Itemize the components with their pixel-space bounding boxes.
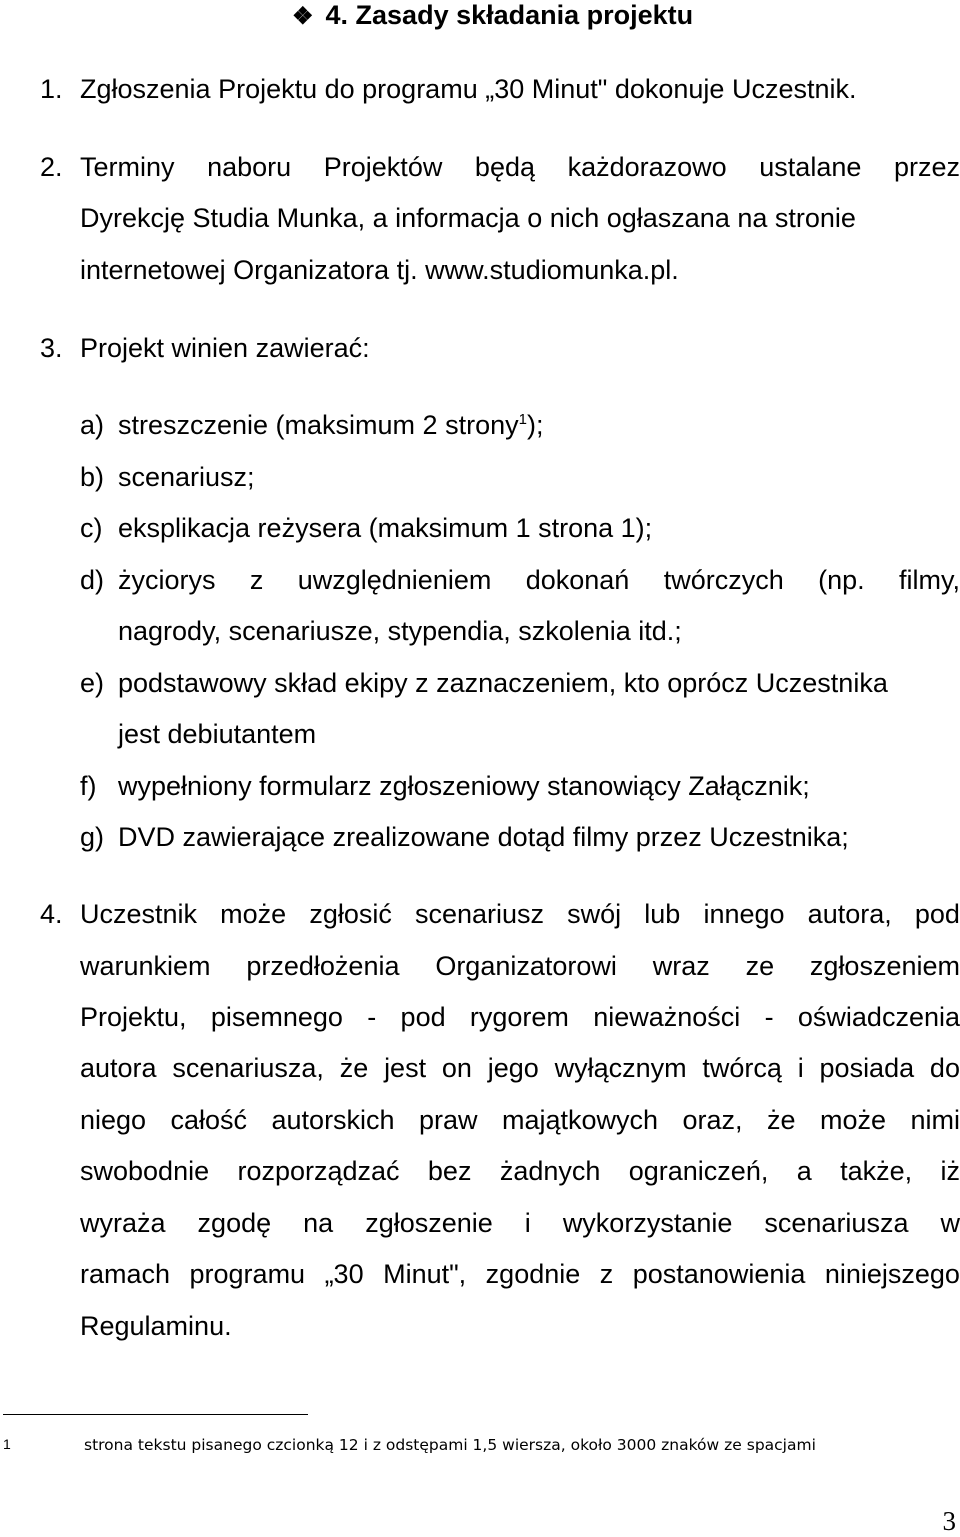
word: praw — [419, 1104, 478, 1136]
word: nieważności — [593, 1001, 740, 1033]
item-letter: d) — [80, 564, 104, 596]
point-2-line-1 — [80, 151, 960, 183]
point-number: 1. — [40, 73, 63, 105]
item-letter: g) — [80, 821, 104, 853]
word: pisemnego — [211, 1001, 343, 1033]
word: swobodnie — [80, 1155, 209, 1187]
word: autorskich — [272, 1104, 395, 1136]
word: on — [442, 1052, 472, 1084]
item-a-end: ); — [527, 410, 544, 440]
word: będą — [475, 151, 535, 183]
word: wraz — [653, 950, 710, 982]
item-letter: a) — [80, 409, 104, 441]
word: uwzględnieniem — [298, 564, 492, 596]
point-4-line — [80, 950, 960, 982]
word: wyraża — [80, 1207, 166, 1239]
section-heading — [292, 0, 693, 32]
word: scenariusz — [415, 898, 544, 930]
word: autora — [80, 1052, 157, 1084]
footnote-reference: 1 — [519, 411, 527, 428]
word: i — [798, 1052, 804, 1084]
word: pod — [915, 898, 960, 930]
word: Organizatorowi — [435, 950, 617, 982]
word: niniejszego — [825, 1258, 960, 1290]
word: programu — [190, 1258, 306, 1290]
word: może — [220, 898, 286, 930]
word: oraz, — [683, 1104, 743, 1136]
word: zgłosić — [309, 898, 392, 930]
point-4-line — [80, 1001, 960, 1033]
word: zgłoszeniem — [810, 950, 960, 982]
word: bez — [428, 1155, 472, 1187]
word: filmy, — [899, 564, 960, 596]
word: wyłącznym — [555, 1052, 687, 1084]
word: także, — [840, 1155, 912, 1187]
word: nimi — [910, 1104, 960, 1136]
word: że — [767, 1104, 796, 1136]
word: przedłożenia — [246, 950, 399, 982]
word: lub — [644, 898, 680, 930]
word: a — [797, 1155, 812, 1187]
word: żadnych — [500, 1155, 601, 1187]
word: może — [820, 1104, 886, 1136]
word: dokonań — [526, 564, 630, 596]
item-d-line-1 — [118, 564, 960, 596]
word: zgodę — [198, 1207, 272, 1239]
footnote-mark: 1 — [3, 1436, 11, 1452]
point-4-line — [80, 1155, 960, 1187]
word: ze — [746, 950, 775, 982]
point-2-line-3: internetowej Organizatora tj. www.studiomunka.pl. — [80, 254, 960, 286]
item-a-main: streszczenie (maksimum 2 strony — [118, 410, 519, 440]
word: naboru — [207, 151, 291, 183]
item-e-line-2: jest debiutantem — [118, 718, 316, 750]
word: pod — [401, 1001, 446, 1033]
word: w — [940, 1207, 960, 1239]
word: Projektów — [324, 151, 443, 183]
word: ramach — [80, 1258, 170, 1290]
word: całość — [171, 1104, 248, 1136]
point-number: 2. — [40, 151, 63, 183]
item-letter: f) — [80, 770, 97, 802]
word: z — [250, 564, 264, 596]
diamond-bullet-icon: ❖ — [292, 2, 318, 31]
word: każdorazowo — [568, 151, 727, 183]
point-4-line — [80, 898, 960, 930]
point-number: 3. — [40, 332, 63, 364]
word: Minut", — [383, 1258, 466, 1290]
point-4-line — [80, 1104, 960, 1136]
word: z — [600, 1258, 614, 1290]
footnote-separator — [3, 1414, 308, 1415]
footnote-text: strona tekstu pisanego czcionką 12 i z odstępami 1,5 wiersza, około 3000 znaków ze spacjami — [84, 1436, 816, 1454]
point-4-line — [80, 1258, 960, 1290]
item-letter: b) — [80, 461, 104, 493]
word: przez — [894, 151, 960, 183]
point-4-line — [80, 1207, 960, 1239]
word: jego — [488, 1052, 539, 1084]
word: twórcą — [702, 1052, 782, 1084]
word: zgodnie — [486, 1258, 581, 1290]
item-a-text — [118, 409, 543, 441]
word: - — [367, 1001, 376, 1033]
word: autora, — [808, 898, 892, 930]
word: i — [525, 1207, 531, 1239]
word: ograniczeń, — [629, 1155, 769, 1187]
word: iż — [941, 1155, 960, 1187]
word: Uczestnik — [80, 898, 197, 930]
word: majątkowych — [502, 1104, 658, 1136]
point-4-last-line: Regulaminu. — [80, 1310, 960, 1342]
item-g-text: DVD zawierające zrealizowane dotąd filmy przez Uczestnika; — [118, 821, 849, 853]
word: na — [303, 1207, 333, 1239]
item-c-text: eksplikacja reżysera (maksimum 1 strona 1); — [118, 512, 652, 544]
word: życiorys — [118, 564, 216, 596]
point-2-line-2: Dyrekcję Studia Munka, a informacja o nich ogłaszana na stronie — [80, 202, 960, 234]
item-b-text: scenariusz; — [118, 461, 255, 493]
word: posiada — [820, 1052, 915, 1084]
word: warunkiem — [80, 950, 211, 982]
word: niego — [80, 1104, 146, 1136]
word: że — [340, 1052, 369, 1084]
word: oświadczenia — [798, 1001, 960, 1033]
item-d-line-2: nagrody, scenariusze, stypendia, szkolenia itd.; — [118, 615, 682, 647]
word: scenariusza — [764, 1207, 908, 1239]
point-3-text: Projekt winien zawierać: — [80, 332, 960, 364]
item-e-line-1: podstawowy skład ekipy z zaznaczeniem, kto oprócz Uczestnika — [118, 667, 888, 699]
word: innego — [703, 898, 784, 930]
word: - — [765, 1001, 774, 1033]
word: twórczych — [664, 564, 784, 596]
point-4-line — [80, 1052, 960, 1084]
word: do — [930, 1052, 960, 1084]
section-title: 4. Zasady składania projektu — [326, 0, 694, 30]
word: Projektu, — [80, 1001, 187, 1033]
word: (np. — [818, 564, 865, 596]
page-number: 3 — [943, 1506, 957, 1537]
word: jest — [384, 1052, 426, 1084]
word: rozporządzać — [237, 1155, 399, 1187]
item-f-text: wypełniony formularz zgłoszeniowy stanowiący Załącznik; — [118, 770, 810, 802]
word: wykorzystanie — [563, 1207, 733, 1239]
word: ustalane — [759, 151, 861, 183]
word: Terminy — [80, 151, 175, 183]
word: „30 — [325, 1258, 364, 1290]
word: scenariusza, — [172, 1052, 324, 1084]
word: zgłoszenie — [365, 1207, 493, 1239]
word: postanowienia — [633, 1258, 806, 1290]
point-number: 4. — [40, 898, 63, 930]
item-letter: e) — [80, 667, 104, 699]
word: swój — [567, 898, 621, 930]
item-letter: c) — [80, 512, 103, 544]
point-1-text: Zgłoszenia Projektu do programu „30 Minut" dokonuje Uczestnik. — [80, 73, 960, 105]
word: rygorem — [470, 1001, 569, 1033]
